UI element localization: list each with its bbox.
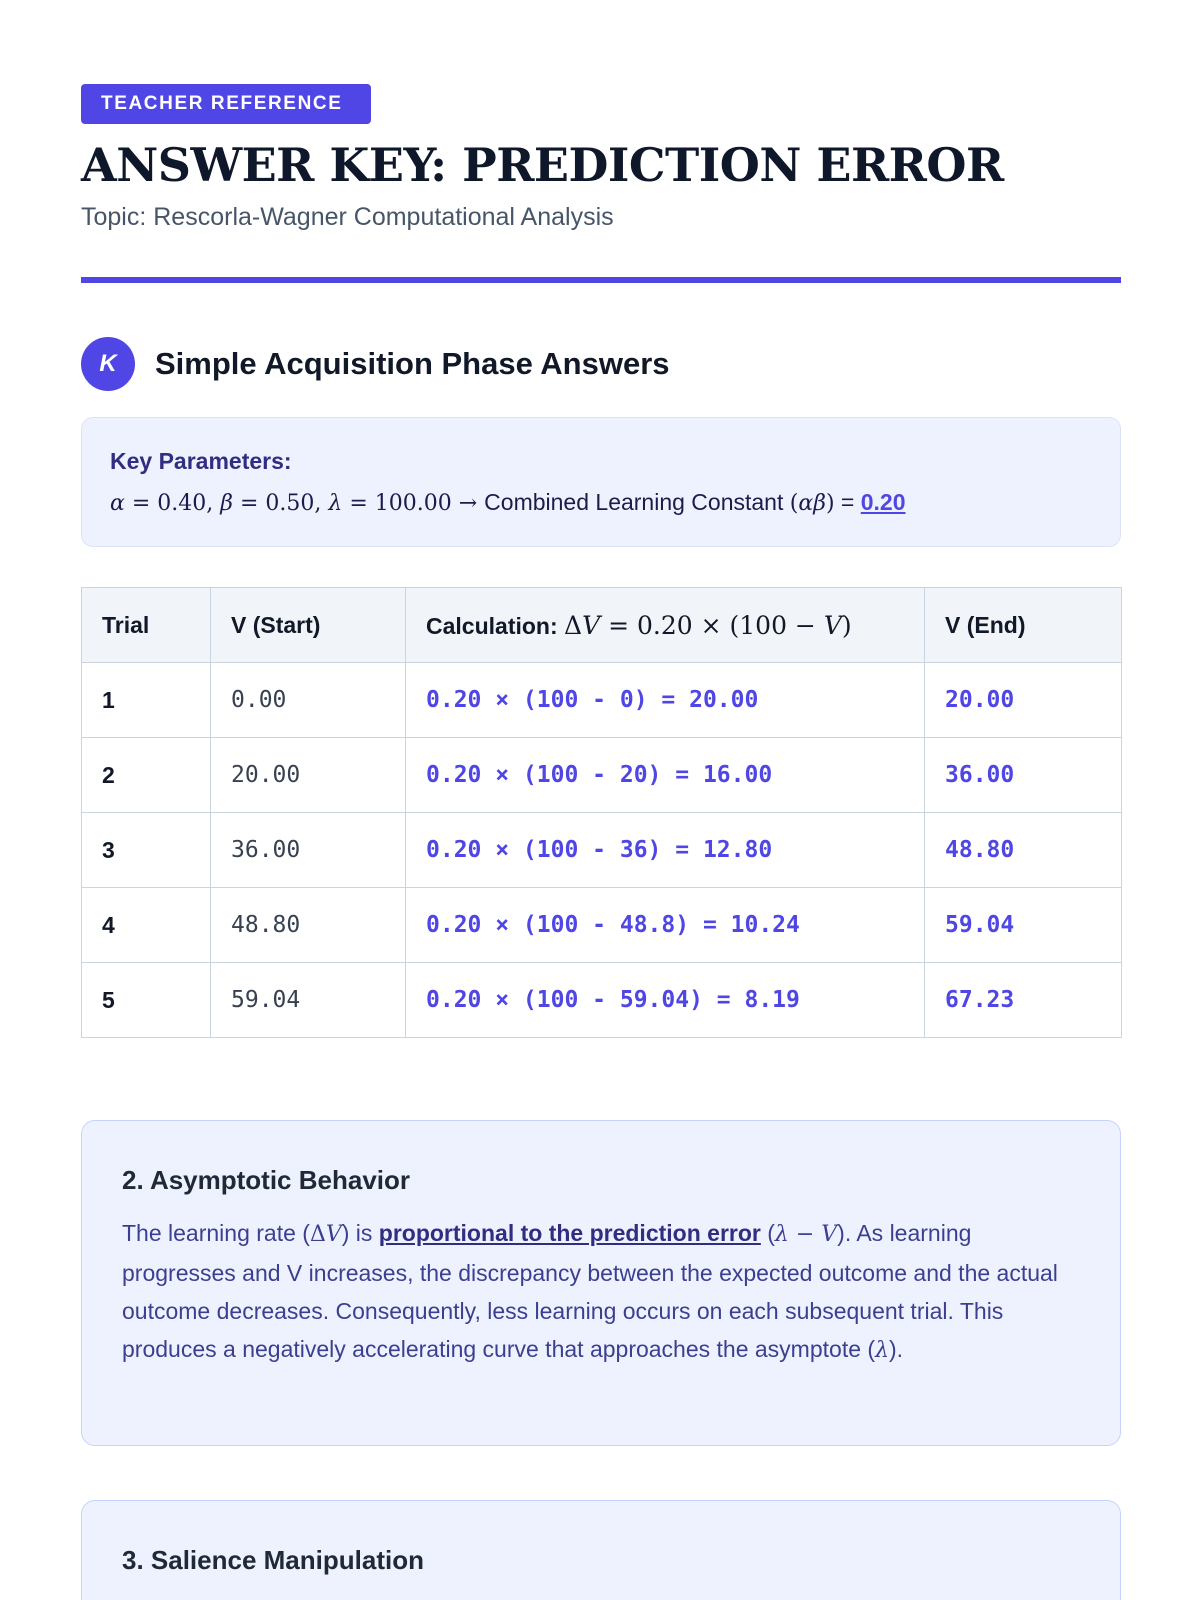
page-title: ANSWER KEY: PREDICTION ERROR [81, 138, 1004, 192]
asymptotic-behavior-card [81, 1120, 1121, 1446]
trial-cell: 1 [82, 663, 211, 738]
section-header-acquisition [81, 337, 670, 391]
trial-cell: 3 [82, 813, 211, 888]
v-end-cell: 48.80 [925, 813, 1122, 888]
calculation-cell: 0.20 × (100 - 20) = 16.00 [406, 738, 925, 813]
trial-cell: 4 [82, 888, 211, 963]
column-header-calculation: Calculation: ΔV = 0.20 × (100 − V) [406, 588, 925, 663]
table-row [82, 738, 1122, 813]
v-end-cell: 67.23 [925, 963, 1122, 1038]
v-start-cell: 59.04 [211, 963, 406, 1038]
calculation-cell: 0.20 × (100 - 48.8) = 10.24 [406, 888, 925, 963]
combined-constant-value: 0.20 [860, 489, 906, 515]
table-header-row [82, 588, 1122, 663]
card-title: 3. Salience Manipulation [122, 1545, 424, 1575]
parameter-values: α = 0.40, β = 0.50, λ = 100.00 → [110, 491, 485, 516]
v-start-cell: 0.00 [211, 663, 406, 738]
prediction-error-emphasis: proportional to the prediction error [378, 1220, 761, 1246]
v-start-cell: 36.00 [211, 813, 406, 888]
table-row [82, 963, 1122, 1038]
combined-constant-label: Combined Learning Constant [484, 489, 784, 515]
table-row [82, 888, 1122, 963]
column-header-v-end: V (End) [925, 588, 1122, 663]
calculation-cell: 0.20 × (100 - 36) = 12.80 [406, 813, 925, 888]
trial-cell: 2 [82, 738, 211, 813]
v-start-cell: 20.00 [211, 738, 406, 813]
column-header-v-start: V (Start) [211, 588, 406, 663]
acquisition-table [81, 587, 1122, 1038]
column-header-trial: Trial [82, 588, 211, 663]
alpha-beta-symbol: (αβ) [789, 491, 835, 516]
section-title: Simple Acquisition Phase Answers [155, 346, 670, 381]
card-title: 2. Asymptotic Behavior [122, 1165, 411, 1195]
asymptotic-behavior-text: The learning rate (ΔV) is proportional to the prediction error (λ − V). As learning progresses and V increases, the discrepancy between the expected outcome and the actual outcome decreases. Consequently, less learning occurs on each subsequent trial. This produces a negatively accelerating curve that approaches the asymptote (λ). [122, 1220, 1058, 1363]
table-body [82, 663, 1122, 1038]
calculation-cell: 0.20 × (100 - 59.04) = 8.19 [406, 963, 925, 1038]
teacher-reference-badge: TEACHER REFERENCE [81, 84, 371, 124]
key-parameters-formula: α = 0.40, β = 0.50, λ = 100.00 → Combined Learning Constant (αβ) = 0.20 [110, 489, 906, 516]
salience-manipulation-card [81, 1500, 1121, 1600]
table-row [82, 663, 1122, 738]
v-end-cell: 59.04 [925, 888, 1122, 963]
key-icon: K [81, 337, 135, 391]
v-start-cell: 48.80 [211, 888, 406, 963]
v-end-cell: 20.00 [925, 663, 1122, 738]
trial-cell: 5 [82, 963, 211, 1038]
key-parameters-box [81, 417, 1121, 547]
table-row [82, 813, 1122, 888]
header-divider [81, 277, 1121, 283]
key-parameters-label: Key Parameters: [110, 448, 292, 474]
page-subtitle: Topic: Rescorla-Wagner Computational Analysis [81, 203, 614, 231]
v-end-cell: 36.00 [925, 738, 1122, 813]
calculation-cell: 0.20 × (100 - 0) = 20.00 [406, 663, 925, 738]
